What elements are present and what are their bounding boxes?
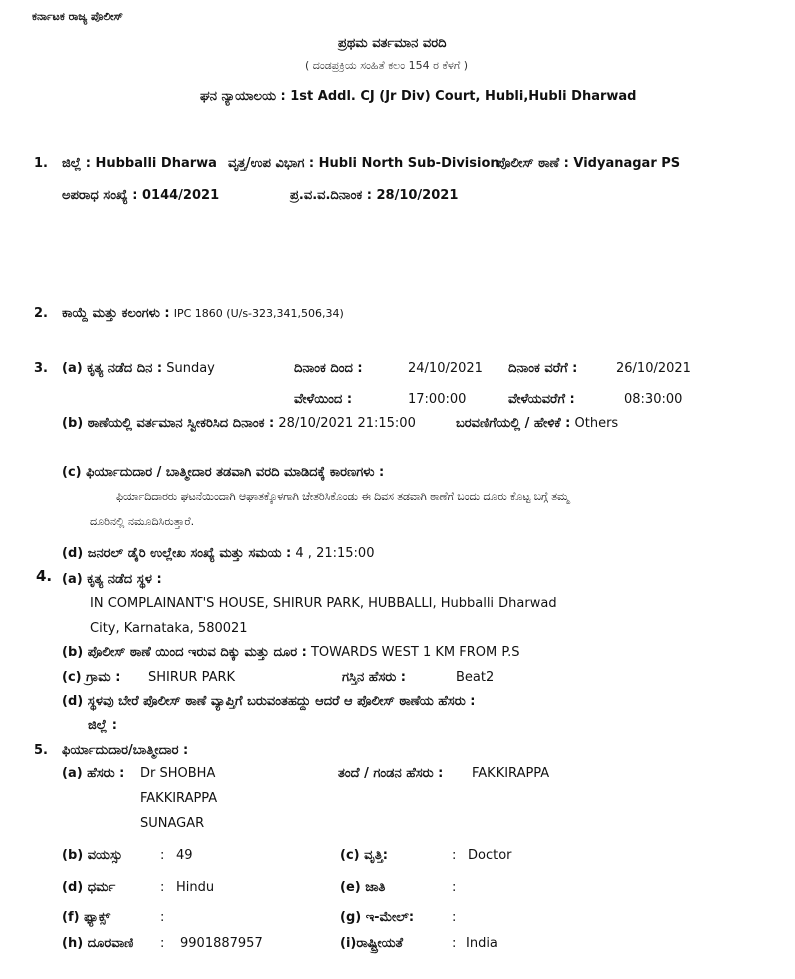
age-colon: : [160,848,165,863]
place-of-occurrence-label: (a) ಕೃತ್ಯ ನಡೆದ ಸ್ಥಳ : [62,572,162,587]
other-ps-label: (d) ಸ್ಥಳವು ಬೇರೆ ಪೊಲೀಸ್ ಠಾಣೆ ವ್ಯಾಪ್ತಿಗೆ ಬರುವಂತಹದ್ದು ಆದರೆ ಆ ಪೊಲೀಸ್ ಠಾಣೆಯ ಹೆಸರು : [62,694,476,709]
phone-colon: : [160,936,165,951]
religion-colon: : [160,880,165,895]
general-diary-value: 4 , 21:15:00 [295,546,375,561]
occurrence-day-value: Sunday [166,361,215,376]
section-1-number: 1. [34,156,48,171]
caste-colon: : [452,880,457,895]
nationality-value: India [466,936,498,951]
religion-label: (d) ಧರ್ಮ [62,880,116,895]
nationality-label: (i)ರಾಷ್ಟ್ರೀಯತೆ [340,936,404,951]
district-label: ಜಿಲ್ಲೆ : [62,156,91,171]
direction-distance-value: TOWARDS WEST 1 KM FROM P.S [310,645,520,660]
beat-value: Beat2 [456,670,495,685]
religion-value: Hindu [176,880,215,895]
occupation-label: (c) ವೃತ್ತಿ: [340,848,389,863]
age-value: 49 [176,848,193,863]
section-5-number: 5. [34,743,48,758]
occupation-value: Doctor [468,848,512,863]
delay-reason-label: (c) ಫಿರ್ಯಾದುದಾರ / ಬಾತ್ಮೀದಾರ ತಡವಾಗಿ ವರದಿ ಮಾಡಿದಕ್ಕೆ ಕಾರಣಗಳು : [62,465,385,480]
info-received-field [62,416,416,431]
direction-distance-field [62,645,520,660]
subdivision-field [228,156,500,171]
email-colon: : [452,910,457,925]
complainant-name-label: (a) ಹೆಸರು : [62,766,125,781]
info-type-label: ಬರವಣಿಗೆಯಲ್ಲಿ / ಹೇಳಿಕೆ : [456,416,571,431]
from-time-value: 17:00:00 [408,392,467,407]
phone-label: (h) ದೂರವಾಣಿ [62,936,134,951]
court-field [200,89,636,104]
occurrence-day-field [62,361,215,376]
place-address-line-1: IN COMPLAINANT'S HOUSE, SHIRUR PARK, HUBBALLI, Hubballi Dharwad [90,596,557,611]
from-time-label: ವೇಳೆಯಿಂದ : [294,392,353,407]
from-date-label: ದಿನಾಂಕ ದಿಂದ : [294,361,363,376]
fir-date-label: ಪ್ರ.ವ.ವ.ದಿನಾಂಕ : [290,188,372,203]
to-date-value: 26/10/2021 [616,361,691,376]
beat-label: ಗಸ್ತಿನ ಹೆಸರು : [342,670,406,685]
info-type-value: Others [574,416,619,431]
from-date-value: 24/10/2021 [408,361,483,376]
crime-number-value: 0144/2021 [142,188,220,203]
delay-reason-line-2: ದೂರಿನಲ್ಲಿ ನಮೂದಿಸಿರುತ್ತಾರೆ. [90,515,195,528]
court-label: ಘನ ನ್ಯಾಯಾಲಯ : [200,89,286,104]
caste-label: (e) ಜಾತಿ [340,880,386,895]
nationality-colon: : [452,936,457,951]
direction-distance-label: (b) ಪೊಲೀಸ್ ಠಾಣೆ ಯಿಂದ ಇರುವ ದಿಕ್ಕು ಮತ್ತು ದೂರ : [62,645,307,660]
district-field [62,156,217,171]
police-station-label: ಪೊಲೀಸ್ ಠಾಣೆ : [496,156,569,171]
fir-date-field [290,188,458,203]
phone-value: 9901887957 [180,936,263,951]
section-4-number: 4. [36,567,53,585]
occurrence-day-label: (a) ಕೃತ್ಯ ನಡೆದ ದಿನ : [62,361,163,376]
age-label: (b) ವಯಸ್ಸು [62,848,123,863]
district-value: Hubballi Dharwa [95,156,217,171]
court-value: 1st Addl. CJ (Jr Div) Court, Hubli,Hubli Dharwad [290,89,637,104]
section-2-number: 2. [34,306,48,321]
document-title: ಪ್ರಥಮ ವರ್ತಮಾನ ವರದಿ [338,36,447,51]
delay-reason-line-1: ಫಿರ್ಯಾದಿದಾರರು ಘಟನೆಯಿಂದಾಗಿ ಆಘಾತಕ್ಕೊಳಗಾಗಿ ಚೇತರಿಸಿಕೊಂಡು ಈ ದಿವಸ ತಡವಾಗಿ ಠಾಣೆಗೆ ಬಂದು ದೂರು ಕೊಟ್ಟ ಬಗ್ಗೆ ತಮ್ಮ [116,490,569,503]
other-ps-district-label: ಜಿಲ್ಲೆ : [88,718,117,733]
father-name-label: ತಂದೆ / ಗಂಡನ ಹೆಸರು : [338,766,444,781]
crime-number-label: ಅಪರಾಧ ಸಂಖ್ಯೆ : [62,188,138,203]
complainant-name-line-2: FAKKIRAPPA [140,791,218,806]
complainant-title: ಫಿರ್ಯಾದುದಾರ/ಬಾತ್ಮೀದಾರ : [62,743,189,758]
fax-label: (f) ಫ್ಯಾಕ್ಸ್ [62,910,111,925]
to-time-label: ವೇಳೆಯವರೆಗೆ : [508,392,575,407]
fir-date-value: 28/10/2021 [376,188,459,203]
subdivision-value: Hubli North Sub-Division [318,156,500,171]
email-label: (g) ಇ-ಮೇಲ್: [340,910,415,925]
info-received-value: 28/10/2021 21:15:00 [278,416,416,431]
org-name: ಕರ್ನಾಟಕ ರಾಜ್ಯ ಪೊಲೀಸ್ [32,10,123,23]
father-name-value: FAKKIRAPPA [472,766,550,781]
to-time-value: 08:30:00 [624,392,683,407]
fax-colon: : [160,910,165,925]
village-label: (c) ಗ್ರಾಮ : [62,670,121,685]
info-type-field [456,416,618,431]
complainant-name-line-1: Dr SHOBHA [140,766,216,781]
crime-number-field [62,188,219,203]
police-station-value: Vidyanagar PS [573,156,681,171]
acts-field [62,306,344,321]
place-address-line-2: City, Karnataka, 580021 [90,621,248,636]
info-received-label: (b) ಠಾಣೆಯಲ್ಲಿ ವರ್ತಮಾನ ಸ್ವೀಕರಿಸಿದ ದಿನಾಂಕ : [62,416,275,431]
occupation-colon: : [452,848,457,863]
subdivision-label: ವೃತ್ತ/ಉಪ ವಿಭಾಗ : [228,156,315,171]
to-date-label: ದಿನಾಂಕ ವರೆಗೆ : [508,361,578,376]
police-station-field [496,156,680,171]
village-value: SHIRUR PARK [148,670,236,685]
acts-label: ಕಾಯ್ದೆ ಮತ್ತು ಕಲಂಗಳು : [62,306,170,321]
complainant-name-line-3: SUNAGAR [140,816,205,831]
acts-value: IPC 1860 (U/s-323,341,506,34) [173,307,344,320]
section-3-number: 3. [34,361,48,376]
general-diary-label: (d) ಜನರಲ್ ಡೈರಿ ಉಲ್ಲೇಖ ಸಂಖ್ಯೆ ಮತ್ತು ಸಮಯ : [62,546,292,561]
general-diary-field [62,546,374,561]
document-subtitle: ( ದಂಡಪ್ರಕ್ರಿಯ ಸಂಹಿತೆ ಕಲಂ 154 ರ ಕೆಳಗೆ ) [305,59,469,72]
